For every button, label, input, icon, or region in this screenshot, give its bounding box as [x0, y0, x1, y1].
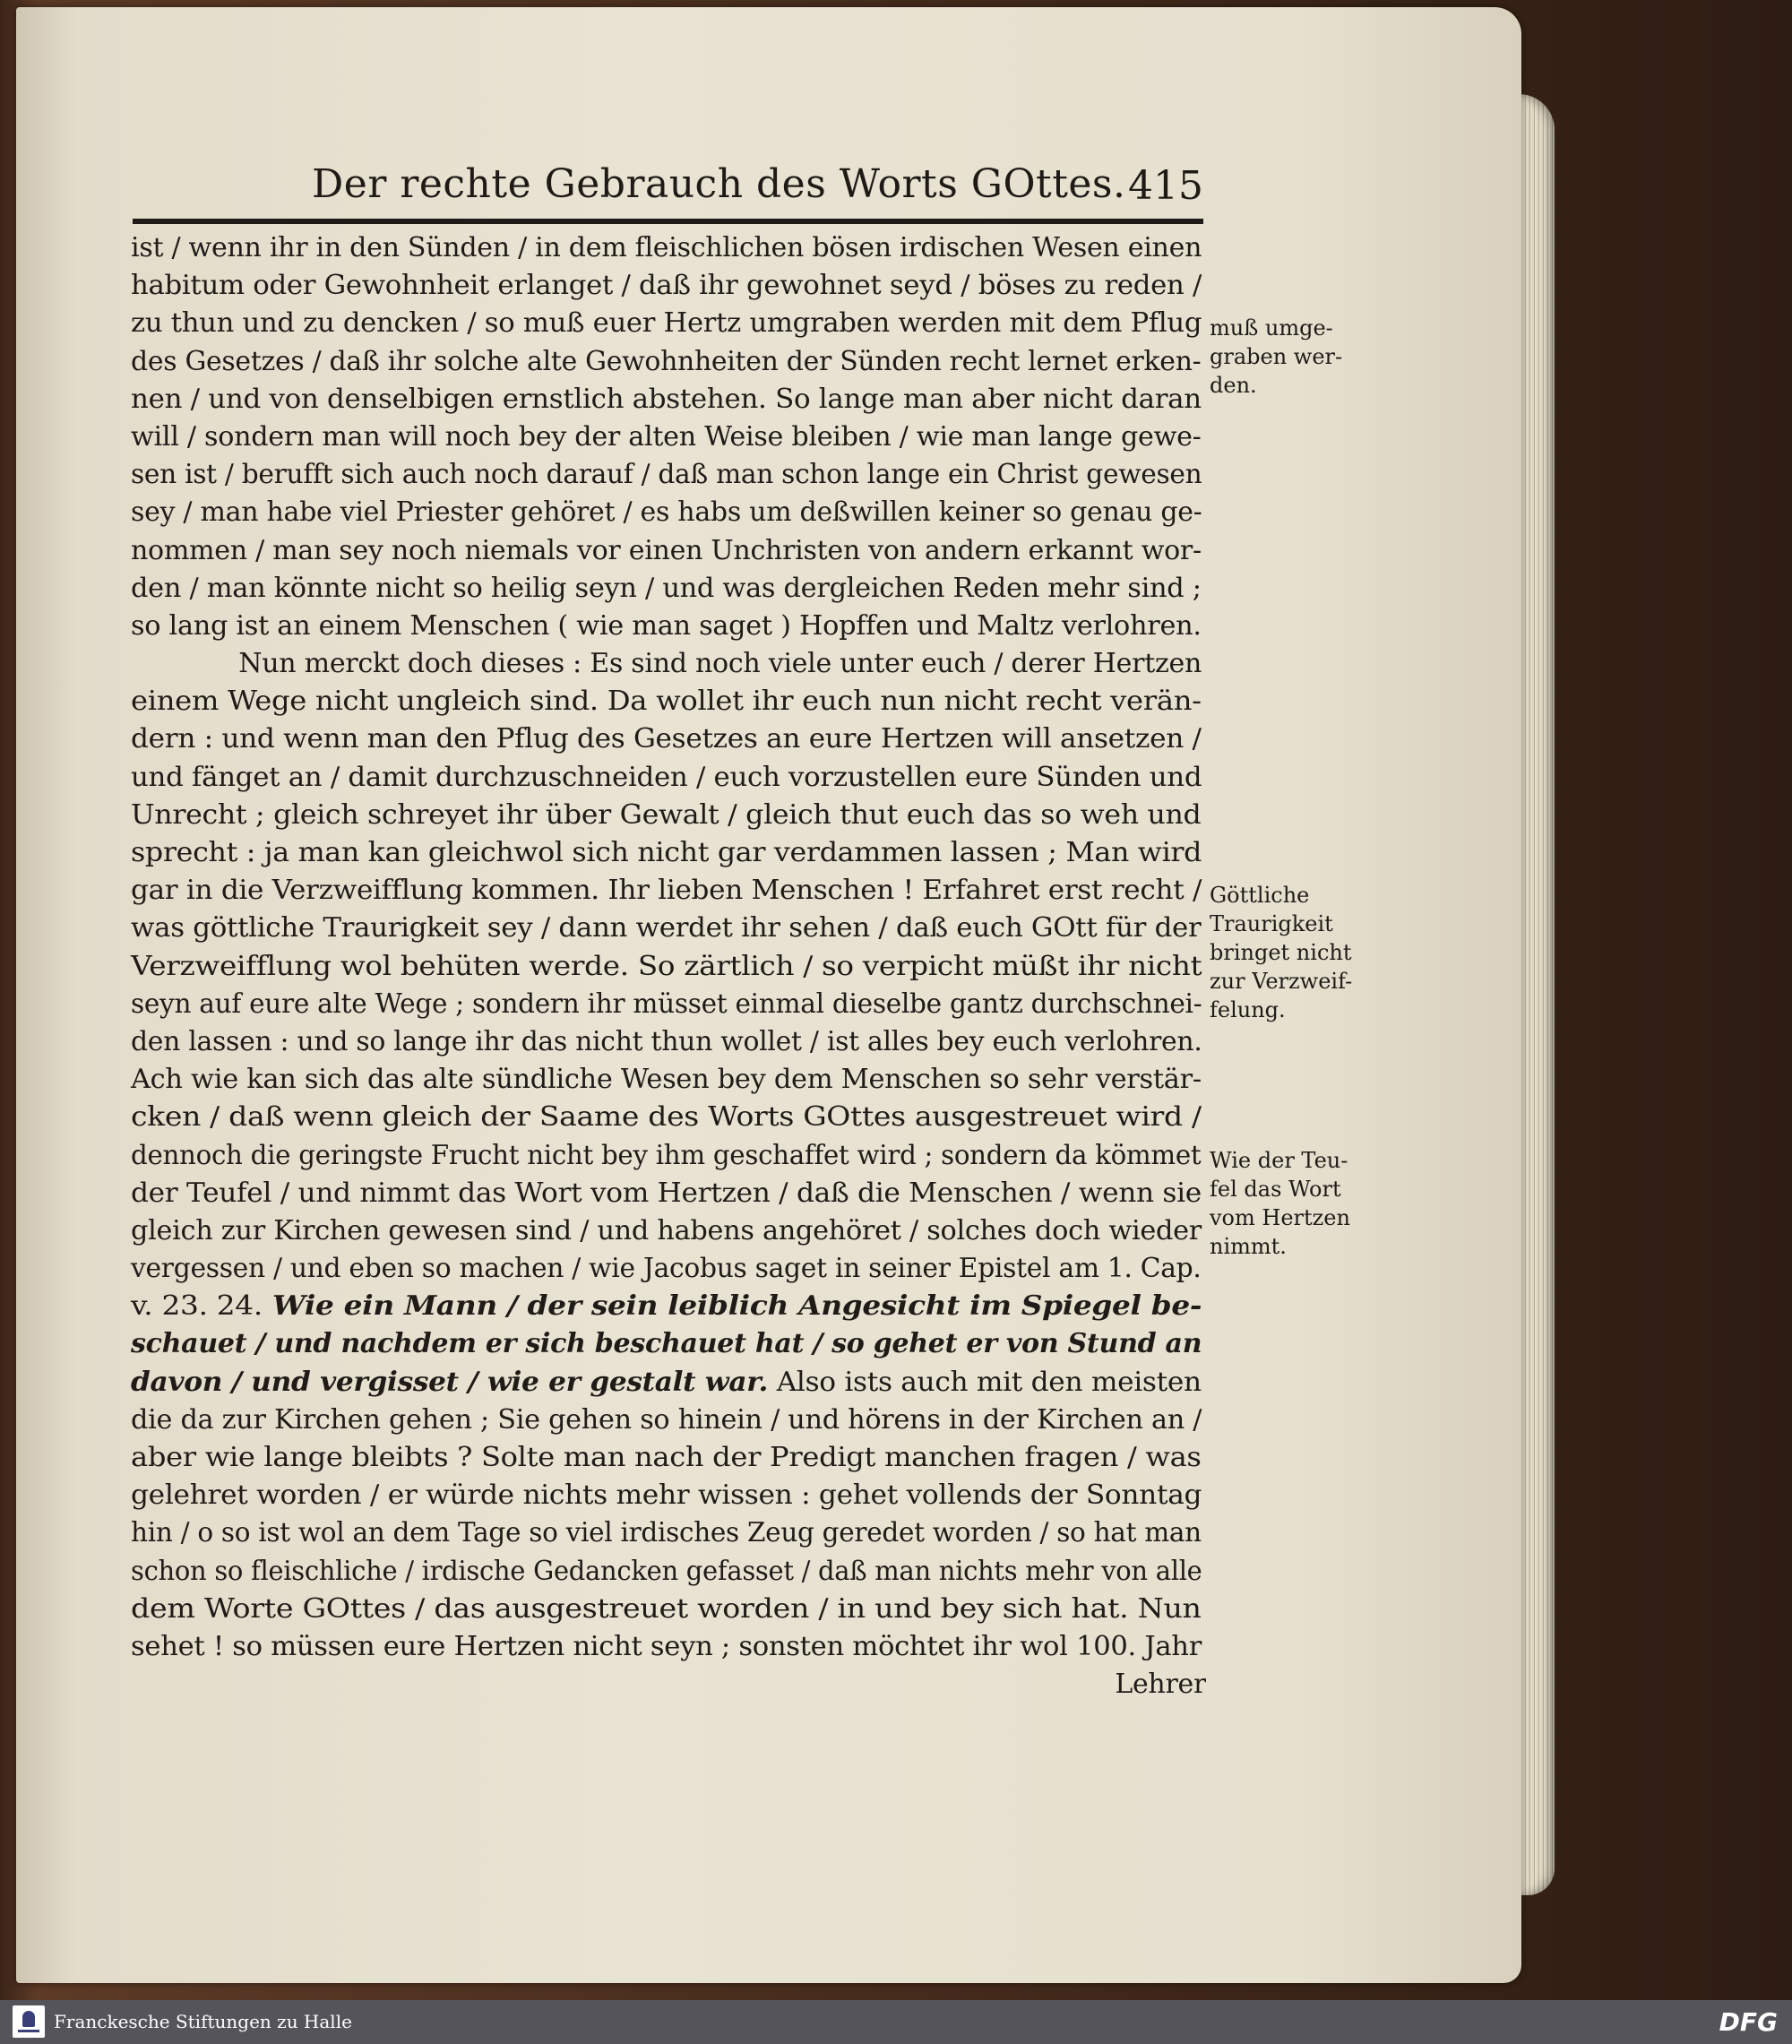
text-line [131, 645, 1309, 683]
margin-note [1210, 314, 1380, 400]
text-line [131, 532, 1202, 570]
line-text: was göttliche Traurigkeit sey / dann werdet ihr sehen / daß euch GOtt für der [131, 912, 1202, 944]
text-line [131, 1023, 1202, 1061]
text-line [131, 1553, 1202, 1591]
text-line [131, 1325, 1202, 1363]
text-line [131, 1514, 1202, 1552]
page-number: 415 [1128, 163, 1203, 209]
text-line [131, 1250, 1202, 1288]
line-text: sey / man habe viel Priester gehöret / es habs um deßwillen keiner so genau ge- [131, 496, 1202, 529]
text-line [131, 683, 1202, 720]
catchword [131, 1666, 1206, 1703]
line-text: Ach wie kan sich das alte sündliche Wesen bey dem Menschen so sehr verstär- [131, 1064, 1202, 1096]
line-text: so lang ist an einem Menschen ( wie man saget ) Hopffen und Maltz verlohren. [131, 609, 1202, 642]
text-line [131, 872, 1202, 910]
margin-note-line: nimmt. [1210, 1233, 1287, 1259]
text-line [131, 1288, 1202, 1325]
line-text: seyn auf eure alte Wege ; sondern ihr müsset einmal dieselbe gantz durchschnei- [131, 988, 1202, 1020]
text-line [131, 1439, 1202, 1477]
institution-logo-icon [13, 2005, 45, 2038]
line-text: des Gesetzes / daß ihr solche alte Gewohnheiten der Sünden recht lernet erken- [131, 345, 1202, 377]
line-text: Also ists auch mit den meisten [768, 1366, 1202, 1398]
line-text: ist / wenn ihr in den Sünden / in dem fleischlichen bösen irdischen Wesen einen [131, 232, 1202, 263]
line-text: die da zur Kirchen gehen ; Sie gehen so hinein / und hörens in der Kirchen an / [131, 1403, 1202, 1436]
dfg-logo: DFG [1719, 2007, 1778, 2037]
line-text: vergessen / und eben so machen / wie Jacobus saget in seiner Epistel am 1. Cap. [131, 1253, 1202, 1285]
text-line [131, 986, 1202, 1023]
line-text: nen / und von denselbigen ernstlich abstehen. So lange man aber nicht daran [131, 383, 1202, 415]
text-line [131, 834, 1202, 872]
margin-note [1210, 1146, 1380, 1261]
text-line [131, 1364, 1202, 1401]
line-text: zu thun und zu dencken / so muß euer Hertz umgraben werden mit dem Pflug [131, 307, 1202, 340]
margin-note-line: felung. [1210, 997, 1286, 1023]
line-text: cken / daß wenn gleich der Saame des Worts GOttes ausgestreuet wird / [131, 1101, 1202, 1134]
text-line [131, 1401, 1202, 1439]
text-line [131, 418, 1202, 456]
line-text: den / man könnte nicht so heilig seyn / und was dergleichen Reden mehr sind ; [131, 572, 1202, 604]
book-page [16, 7, 1521, 1983]
line-text: dem Worte GOttes / das ausgestreuet worden / in und bey sich hat. Nun [131, 1592, 1202, 1625]
margin-note-line: zur Verzweif- [1210, 969, 1353, 995]
text-line [131, 343, 1201, 381]
line-text: Unrecht ; gleich schreyet ihr über Gewalt / gleich thut euch das so weh und [131, 798, 1202, 831]
line-text: sprecht : ja man kan gleichwol sich nicht gar verdammen lassen ; Man wird [131, 837, 1202, 868]
institution-name: Franckesche Stiftungen zu Halle [54, 2011, 352, 2032]
emphasized-quote: schauet / und nachdem er sich beschauet hat / so gehet er von Stund an [131, 1328, 1202, 1360]
margin-note-line: Traurigkeit [1210, 911, 1333, 937]
line-text: und fänget an / damit durchzuschneiden / euch vorzustellen eure Sünden und [131, 761, 1202, 793]
margin-note-line: bringet nicht [1210, 940, 1352, 966]
line-text: habitum oder Gewohnheit erlanget / daß ihr gewohnet seyd / böses zu reden / [131, 270, 1202, 302]
emphasized-quote: davon / und vergisset / wie er gestalt war. [131, 1366, 769, 1398]
margin-note-line: fel das Wort [1210, 1176, 1341, 1202]
text-line [131, 229, 1202, 267]
margin-note-line: Wie der Teu- [1210, 1147, 1348, 1173]
line-text: sen ist / berufft sich auch noch darauf / daß man schon lange ein Christ gewesen [131, 459, 1202, 491]
main-text [131, 229, 1206, 1703]
margin-note [1210, 881, 1380, 1024]
viewer-footer [0, 2000, 1792, 2044]
text-line [131, 759, 1202, 797]
header-rule [133, 219, 1203, 224]
line-text: dern : und wenn man den Pflug des Gesetzes an eure Hertzen will ansetzen / [131, 723, 1202, 755]
margin-note-line: den. [1210, 373, 1257, 399]
line-text: Nun merckt doch dieses : Es sind noch viele unter euch / derer Hertzen [238, 648, 1202, 680]
margin-note-line: Göttliche [1210, 883, 1310, 909]
text-line [131, 948, 1202, 986]
text-line [131, 1591, 1202, 1628]
text-line [131, 305, 1202, 342]
text-line [131, 797, 1201, 834]
line-text: gelehret worden / er würde nichts mehr wissen : gehet vollends der Sonntag [131, 1479, 1202, 1512]
text-line [131, 1477, 1202, 1514]
line-text: der Teufel / und nimmt das Wort vom Hertzen / daß die Menschen / wenn sie [131, 1177, 1202, 1209]
margin-note-line: graben wer- [1210, 344, 1343, 370]
margin-note-line: muß umge- [1210, 315, 1333, 341]
text-line [131, 456, 1202, 494]
emphasized-quote: Wie ein Mann / der sein leiblich Angesicht im Spiegel be- [262, 1290, 1202, 1323]
line-text: dennoch die geringste Frucht nicht bey ihm geschaffet wird ; sondern da kömmet [131, 1139, 1202, 1171]
line-text: v. 23. 24. [131, 1290, 263, 1323]
text-line [131, 1099, 1202, 1136]
text-line [131, 494, 1202, 531]
line-text: schon so fleischliche / irdische Gedancken gefasset / daß man nichts mehr von alle [131, 1555, 1202, 1587]
line-text: aber wie lange bleibts ? Solte man nach der Predigt manchen fragen / was [131, 1442, 1202, 1473]
text-line [131, 608, 1202, 645]
text-line [131, 267, 1202, 305]
line-text: Verzweifflung wol behüten werde. So zärtlich / so verpicht müßt ihr nicht [131, 950, 1202, 982]
margin-note-line: vom Hertzen [1210, 1204, 1350, 1230]
text-line [131, 1061, 1202, 1099]
line-text: gleich zur Kirchen gewesen sind / und habens angehöret / solches doch wieder [131, 1214, 1202, 1246]
line-text: sehet ! so müssen eure Hertzen nicht seyn ; sonsten möchtet ihr wol 100. Jahr [131, 1630, 1202, 1662]
line-text: will / sondern man will noch bey der alten Weise bleiben / wie man lange gewe- [131, 420, 1202, 453]
line-text: hin / o so ist wol an dem Tage so viel irdisches Zeug geredet worden / so hat man [131, 1517, 1202, 1549]
text-line [131, 910, 1201, 947]
text-line [131, 381, 1202, 418]
page-header [133, 161, 1203, 215]
text-line [131, 570, 1202, 608]
line-text: gar in die Verzweifflung kommen. Ihr lieben Menschen ! Erfahret erst recht / [131, 875, 1202, 907]
text-line [131, 1212, 1202, 1250]
running-head: Der rechte Gebrauch des Worts GOttes. [312, 161, 1126, 207]
text-line [131, 1175, 1202, 1212]
text-line [131, 720, 1202, 758]
line-text: nommen / man sey noch niemals vor einen Unchristen von andern erkannt wor- [131, 534, 1202, 566]
line-text: Lehrer [1115, 1669, 1206, 1701]
line-text: den lassen : und so lange ihr das nicht thun wollet / ist alles bey euch verlohren. [131, 1025, 1202, 1057]
text-line [131, 1628, 1202, 1666]
text-line [131, 1137, 1201, 1175]
line-text: einem Wege nicht ungleich sind. Da wollet ihr euch nun nicht recht verän- [131, 686, 1202, 718]
